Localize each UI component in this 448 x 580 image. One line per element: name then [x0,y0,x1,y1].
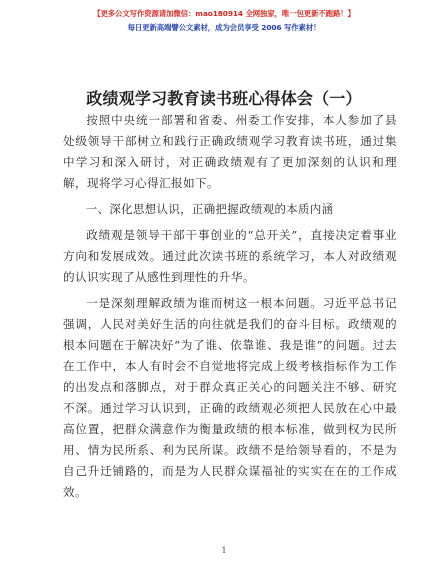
section-heading: 一、深化思想认识，正确把握政绩观的本质内涵 [85,202,334,216]
body-paragraph: 一是深刻理解政绩为谁而树这一根本问题。习近平总书记强调，人民对美好生活的向往就是我们的奋斗目标。政绩观的根本问题在于解决好“为了谁、依靠谁、我是谁”的问题。过去在工作中，本人有时会不自觉地将完成上级考核指标作为工作的出发点和落脚点，对于群众真正关心的问题关注不够、研究不深。通过学习认识到，正确的政绩观必须把人民放在心中最高位置，把群众满意作为衡量政绩的根本标准，做到权为民所用、情为民所系、利为民所谋。政绩不是给领导看的，不是为自己升迁铺路的，而是为人民群众谋福祉的实实在在的工作成效。 [63,296,397,499]
intro-paragraph: 按照中央统一部署和省委、州委工作安排，本人参加了县处级领导干部树立和践行正确政绩观学习教育读书班，通过集中学习和深入研讨，对正确政绩观有了更加深刻的认识和理解，现将学习心得汇报如下。 [63,113,397,190]
document-title: 政绩观学习教育读书班心得体会（一） [86,89,362,108]
promo-banner-line-1: 【更多公文写作资源请加微信：mao180914 全网独家，唯一包更新不跑路！】 [93,9,355,18]
page-number: 1 [221,546,227,555]
body-paragraph: 政绩观是领导干部干事创业的“总开关”，直接决定着事业方向和发展成效。通过此次读书班的系统学习，本人对政绩观的认识实现了从感性到理性的升华。 [63,228,397,284]
document-body [63,110,397,508]
promo-banner-line-2: 每日更新高端譬公文素材，成为会员享受 2006 写作素材！ [127,23,321,32]
